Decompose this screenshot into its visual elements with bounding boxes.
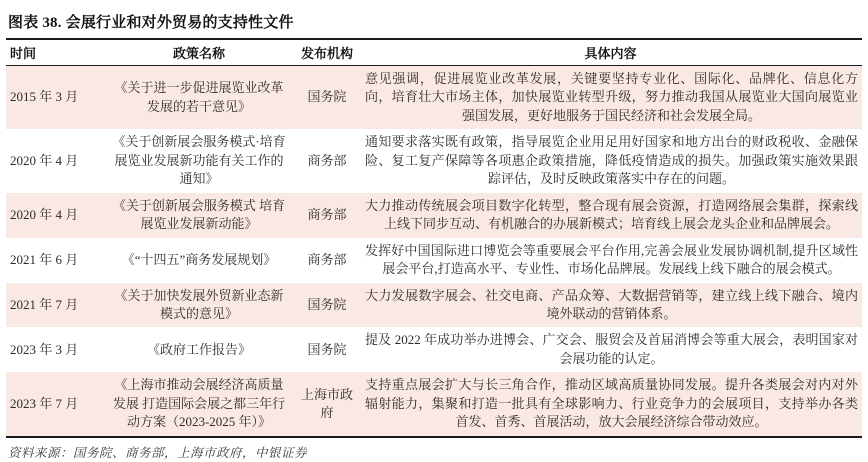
cell-time: 2020 年 4 月: [10, 206, 79, 222]
header-time: 时间: [10, 46, 37, 61]
table-header: [6, 39, 862, 66]
source-note: 资料来源：国务院、商务部，上海市政府，中银证券: [8, 445, 308, 460]
cell-policy: 《政府工作报告》: [146, 341, 251, 357]
table-row: [6, 283, 862, 328]
cell-content: 大力推动传统展会项目数字化转型，整合现有展会资源，打造网络展会集群，探索线上线下同步互动、有机融合的办展新模式；培育线上展会龙头企业和品牌展会。: [365, 197, 858, 232]
table-body: [6, 66, 862, 437]
cell-content: 支持重点展会扩大与长三角合作，推动区域高质量协同发展。提升各类展会对内对外辐射能力，集聚和打造一批具有全球影响力、行业竞争力的会展项目，支持举办各类首发、首秀、首展活动，放大会展经济综合带动效应。: [365, 377, 858, 430]
cell-time: 2023 年 7 月: [10, 395, 79, 411]
table-row: [6, 238, 862, 283]
cell-issuer: 商务部: [307, 152, 347, 168]
cell-policy: 《上海市推动会展经济高质量发展 打造国际会展之都三年行动方案（2023-2025 年）》: [112, 377, 286, 430]
cell-policy: 《关于加快发展外贸新业态新模式的意见》: [114, 287, 284, 321]
cell-issuer: 上海市政府: [300, 386, 353, 421]
table-row: [6, 327, 862, 372]
policy-table: [6, 38, 862, 438]
cell-time: 2015 年 3 月: [10, 89, 79, 105]
header-row: [6, 39, 862, 66]
table-row: [6, 66, 862, 130]
cell-content: 通知要求落实既有政策，指导展览企业用足用好国家和地方出台的财政税收、金融保险、复工复产保障等各项惠企政策措施，降低疫情造成的损失。加强政策实施效果跟踪评估，及时反映政策落实中存在的问题。: [365, 134, 858, 187]
table-row: [6, 193, 862, 238]
table-row: [6, 129, 862, 192]
table-row: [6, 372, 862, 436]
header-policy: 政策名称: [172, 46, 225, 61]
cell-policy: 《关于创新展会服务模式·培育展览业发展新功能有关工作的通知》: [112, 134, 286, 187]
cell-issuer: 商务部: [307, 206, 347, 222]
cell-issuer: 国务院: [307, 341, 347, 357]
cell-issuer: 国务院: [307, 296, 347, 312]
cell-time: 2020 年 4 月: [10, 152, 79, 168]
cell-content: 提及 2022 年成功举办进博会、广交会、服贸会及首届消博会等重大展会，表明国家对会展功能的认定。: [365, 332, 858, 366]
cell-policy: 《关于进一步促进展览业改革发展的若干意见》: [114, 80, 284, 114]
cell-issuer: 国务院: [307, 89, 347, 105]
cell-time: 2023 年 3 月: [10, 341, 79, 357]
cell-content: 大力发展数字展会、社交电商、产品众筹、大数据营销等，建立线上线下融合、境内境外联动的营销体系。: [365, 287, 858, 321]
cell-time: 2021 年 6 月: [10, 251, 79, 267]
header-issuer: 发布机构: [300, 46, 353, 61]
cell-policy: 《“十四五”商务发展规划》: [121, 251, 277, 267]
cell-issuer: 商务部: [307, 251, 347, 267]
cell-policy: 《关于创新展会服务模式 培育展览业发展新动能》: [112, 197, 286, 232]
cell-content: 发挥好中国国际进口博览会等重要展会平台作用,完善会展业发展协调机制,提升区域性展会平台,打造高水平、专业性、市场化品牌展。发展线上线下融合的展会模式。: [365, 242, 858, 277]
figure-title: 图表 38. 会展行业和对外贸易的支持性文件: [8, 15, 294, 31]
cell-time: 2021 年 7 月: [10, 296, 79, 312]
header-content: 具体内容: [584, 46, 637, 61]
cell-content: 意见强调，促进展览业改革发展，关键要坚持专业化、国际化、品牌化、信息化方向，培育壮大市场主体，加快展览业转型升级，努力推动我国从展览业大国向展览业强国发展，更好地服务于国民经济和社会发展全局。: [365, 71, 858, 123]
